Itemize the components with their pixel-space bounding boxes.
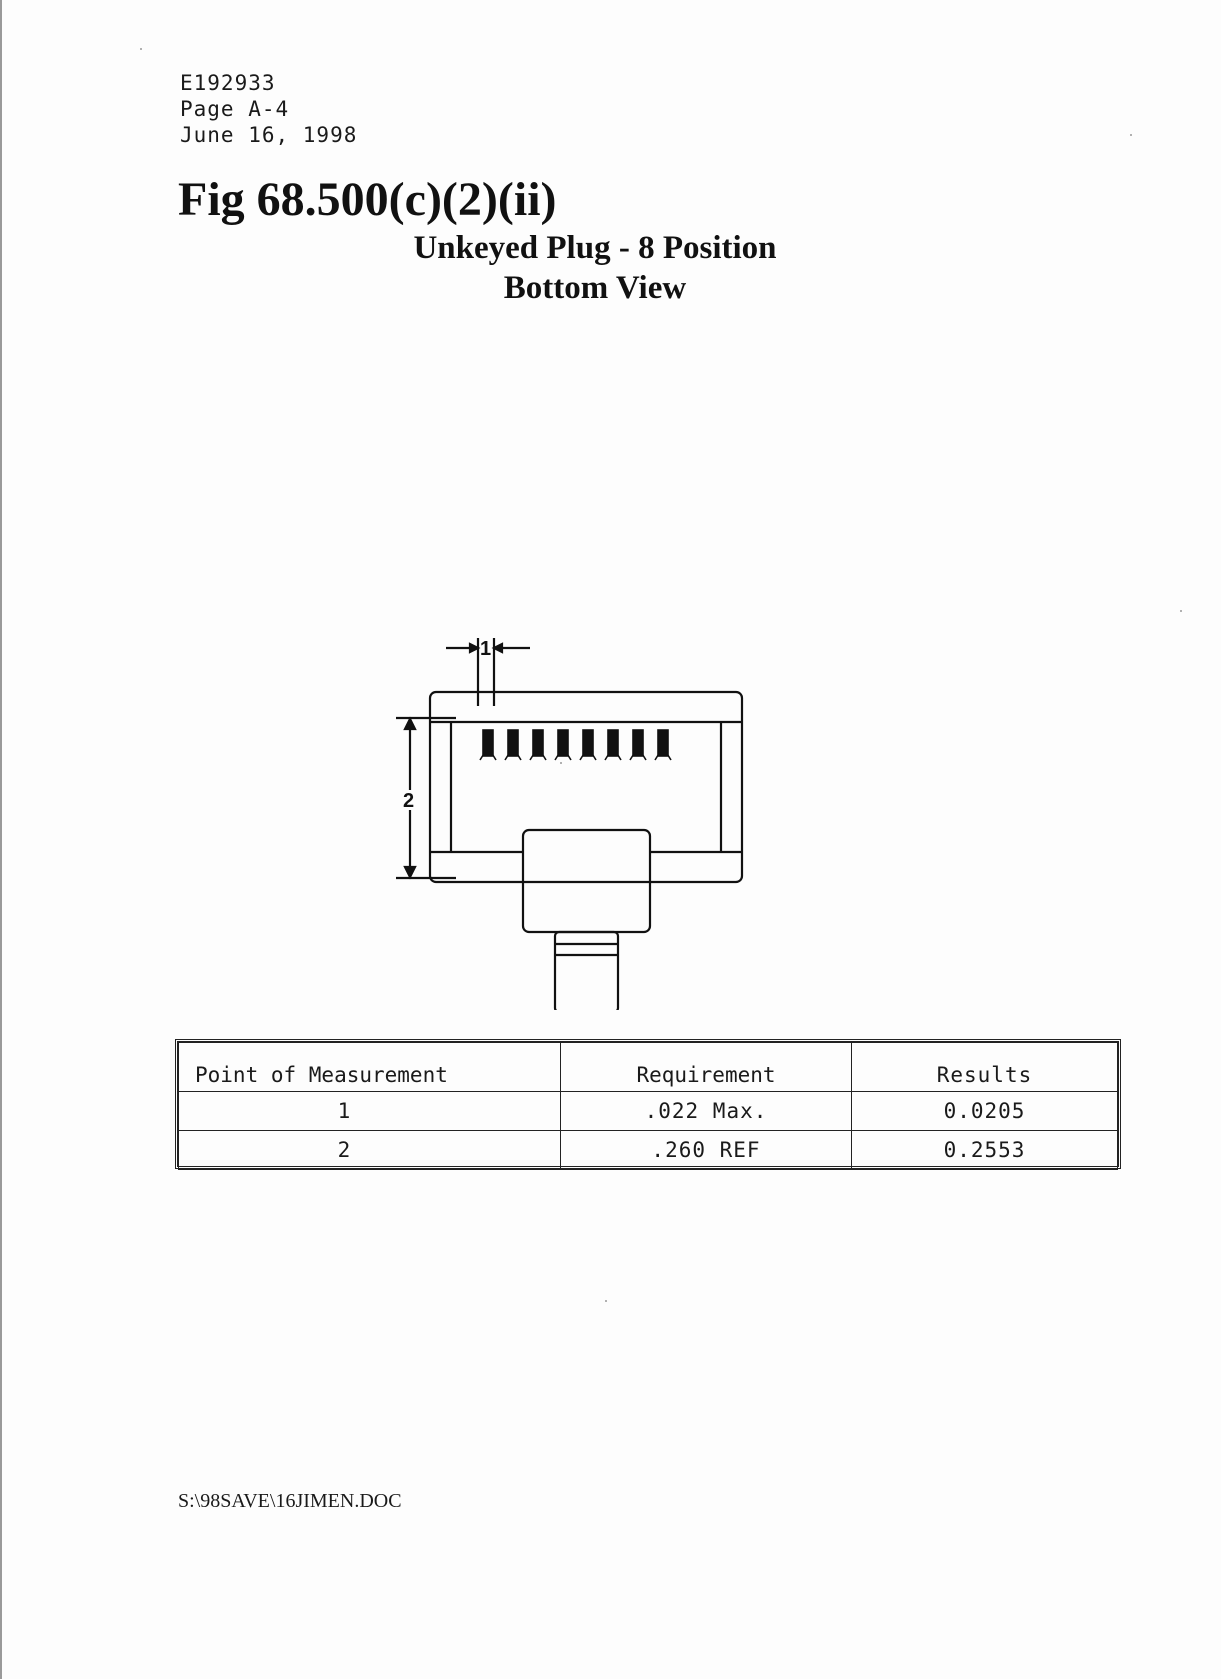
point-cell: 1 [179,1092,561,1131]
requirement-cell: .260 REF [561,1131,852,1170]
doc-date: June 16, 1998 [180,123,358,147]
scan-speck [605,1300,607,1302]
dimension-1-label: 1 [480,638,492,660]
doc-number: E192933 [180,71,276,95]
table-row [179,1131,1118,1170]
scan-speck [1180,610,1182,612]
plug-bottom-view-drawing [380,610,800,1010]
scan-speck [140,48,142,50]
result-cell: 0.0205 [852,1092,1118,1131]
column-header: Results [852,1043,1118,1092]
page-number: Page A-4 [180,97,290,121]
point-cell: 2 [179,1131,561,1170]
figure-view-label: Bottom View [503,270,687,306]
scan-edge [0,0,2,1679]
requirement-cell: .022 Max. [561,1092,852,1131]
table-header-row [179,1043,1118,1092]
figure-subtitle: Unkeyed Plug - 8 Position [413,230,777,266]
column-header: Requirement [561,1043,852,1092]
file-path-footer: S:\98SAVE\16JIMEN.DOC [178,1490,402,1512]
document-header [180,70,357,148]
dimension-2-label: 2 [403,790,415,812]
figure-title: Fig 68.500(c)(2)(ii) [178,173,557,226]
column-header: Point of Measurement [179,1043,561,1092]
contact-array [480,730,671,760]
measurement-table [175,1039,1121,1169]
result-cell: 0.2553 [852,1131,1118,1170]
table-row [179,1092,1118,1131]
scan-speck [1130,134,1132,136]
scan-speck [560,762,562,764]
